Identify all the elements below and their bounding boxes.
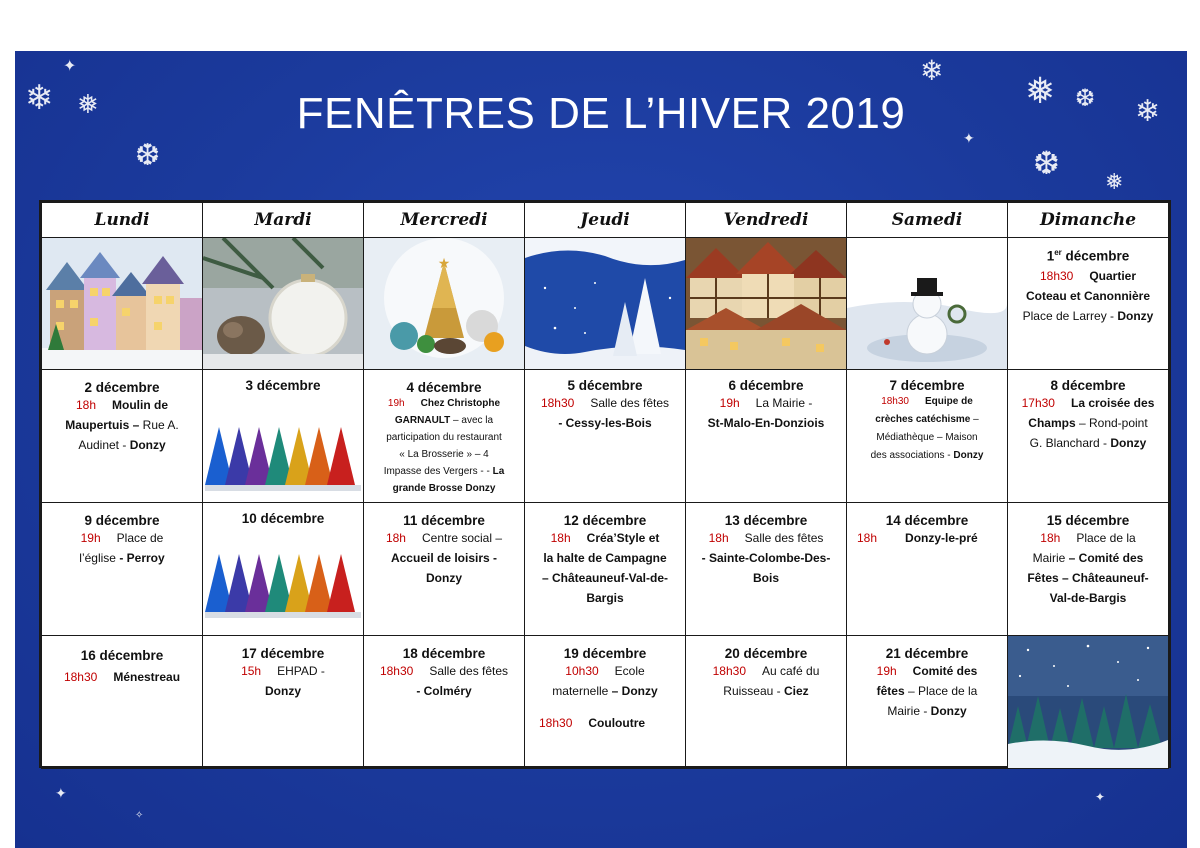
page-title: FENÊTRES DE L’HIVER 2019 — [296, 89, 906, 138]
cell-11-decembre — [364, 503, 525, 636]
cell-7-decembre — [847, 370, 1008, 503]
day-label: 8 décembre — [1050, 378, 1126, 393]
day-label: 17 décembre — [241, 646, 325, 661]
event-time: 18h30 — [712, 664, 746, 678]
event-time: 19h — [876, 664, 897, 678]
day-month: décembre — [1061, 248, 1130, 264]
event-time: 18h30 — [1039, 268, 1074, 283]
event-text: – Châteauneuf-Val-de- — [541, 571, 669, 585]
day-label: 14 décembre — [885, 513, 969, 528]
calendar-grid — [39, 200, 1171, 768]
event-text: La — [492, 466, 505, 477]
event-time: 18h — [550, 531, 571, 545]
event-place: Ménestreau — [113, 670, 181, 684]
cell-2-decembre — [42, 370, 203, 503]
cell-10-decembre — [203, 503, 364, 636]
snowflake-icon: ❆ — [1033, 145, 1060, 181]
event-place: Donzy — [426, 571, 462, 585]
event-time: 15h — [241, 664, 262, 678]
cell-1-decembre — [1008, 238, 1169, 370]
snowflake-icon: ✦ — [963, 130, 975, 146]
image-snowman — [847, 238, 1008, 370]
event-text: Quartier — [1089, 268, 1137, 283]
day-header-dimanche: Dimanche — [1008, 203, 1169, 238]
event-place: Donzy — [930, 704, 967, 718]
event-text: Audinet - — [78, 438, 130, 452]
cell-16-decembre — [42, 636, 203, 769]
event-text: maternelle — [552, 684, 612, 698]
day-label: 16 décembre — [80, 648, 164, 663]
event-time: 18h — [385, 531, 406, 545]
event-place: Donzy — [953, 450, 984, 461]
event-text: Moulin de — [112, 398, 169, 412]
event-text: Mairie — [1032, 551, 1069, 565]
event-time: 18h30 — [881, 396, 909, 407]
event-text: Ecole — [614, 664, 645, 678]
sparkle-icon: ✦ — [1095, 790, 1106, 804]
event-place: - Colméry — [416, 684, 472, 698]
event-text: - Sainte-Colombe-Des- — [701, 551, 831, 565]
event-place: Bois — [752, 571, 779, 585]
cell-9-decembre — [42, 503, 203, 636]
event-text: – — [970, 414, 979, 425]
snowflake-icon: ✦ — [63, 58, 77, 75]
day-number: 1 — [1046, 248, 1055, 264]
day-header-vendredi: Vendredi — [686, 203, 847, 238]
day-header-samedi: Samedi — [847, 203, 1008, 238]
event-text: EHPAD - — [277, 664, 325, 678]
event-text: Maupertuis – — [65, 418, 143, 432]
cell-13-decembre — [686, 503, 847, 636]
event-text: – Place de la — [904, 684, 978, 698]
snowflake-icon: ❄ — [1135, 95, 1161, 128]
event-time: 18h — [708, 531, 729, 545]
event-text: Chez Christophe — [420, 398, 501, 409]
event-place: – Donzy — [611, 684, 658, 698]
snowflake-icon: ❄ — [920, 55, 944, 86]
event-text: crèches catéchisme — [875, 414, 971, 425]
event-text: Ruisseau - — [723, 684, 784, 698]
event-text: Accueil de loisirs - — [390, 551, 498, 565]
day-label: 15 décembre — [1046, 513, 1130, 528]
svg-text:★: ★ — [437, 255, 451, 271]
event-place: - Cessy-les-Bois — [558, 416, 652, 430]
rainbow-trees-image — [205, 550, 361, 620]
event-text: La Mairie - — [755, 396, 813, 410]
event-time: 10h30 — [565, 664, 599, 678]
day-label: 11 décembre — [403, 513, 485, 528]
event-text: Salle des fêtes — [590, 396, 670, 410]
event-text: Place de Larrey - — [1022, 308, 1118, 323]
event-place: Donzy — [129, 438, 166, 452]
event-place: Donzy-le-pré — [905, 531, 978, 545]
cell-8-decembre — [1008, 370, 1169, 503]
event-text: Salle des fêtes — [744, 531, 824, 545]
snowflake-icon: ❅ — [77, 89, 99, 119]
event-place: - Perroy — [119, 551, 165, 565]
sparkle-icon: ✦ — [55, 785, 67, 801]
event-place: Val-de-Bargis — [1049, 591, 1127, 605]
sparkle-icon: ✧ — [135, 810, 144, 821]
cell-6-decembre — [686, 370, 847, 503]
cell-3-decembre — [203, 370, 364, 503]
day-superscript: er — [1054, 248, 1062, 257]
event-time: 17h30 — [1021, 396, 1055, 410]
event-time: 19h — [80, 531, 101, 545]
event-text: participation du restaurant — [386, 432, 502, 443]
event-text: Comité des — [912, 664, 978, 678]
day-label: 5 décembre — [567, 378, 643, 393]
snowflake-icon: ❅ — [1105, 169, 1124, 194]
cell-12-decembre — [525, 503, 686, 636]
image-gold-tree — [364, 238, 525, 370]
day-header-lundi: Lundi — [42, 203, 203, 238]
event-time: 18h — [1040, 531, 1061, 545]
day-label: 13 décembre — [724, 513, 808, 528]
event-text: G. Blanchard - — [1029, 436, 1111, 450]
poster — [15, 51, 1187, 848]
event-place: grande Brosse Donzy — [392, 483, 496, 494]
day-label: 7 décembre — [889, 378, 965, 393]
event-place: St-Malo-En-Donziois — [707, 416, 825, 430]
day-header-mardi: Mardi — [203, 203, 364, 238]
day-header-jeudi: Jeudi — [525, 203, 686, 238]
image-snowy-forest — [1008, 636, 1169, 769]
event-time: 18h30 — [539, 716, 573, 730]
event-text: Médiathèque – Maison — [876, 432, 978, 443]
cell-5-decembre — [525, 370, 686, 503]
event-text: Mairie - — [887, 704, 931, 718]
snowflake-icon: ❄ — [25, 79, 54, 117]
event-text: Coteau et Canonnière — [1025, 288, 1151, 303]
event-place: Bargis — [586, 591, 624, 605]
day-label: 12 décembre — [563, 513, 647, 528]
cell-15-decembre — [1008, 503, 1169, 636]
event-place: Donzy — [265, 684, 301, 698]
day-label: 6 décembre — [728, 378, 804, 393]
event-text: fêtes — [876, 684, 905, 698]
day-label: 9 décembre — [84, 513, 160, 528]
event-place: Donzy — [1117, 308, 1154, 323]
event-text: Fêtes – Châteauneuf- — [1027, 571, 1149, 585]
event-text: Salle des fêtes — [429, 664, 509, 678]
day-label: 21 décembre — [885, 646, 969, 661]
cell-14-decembre — [847, 503, 1008, 636]
event-text: la halte de Campagne — [543, 551, 667, 565]
image-ornament — [203, 238, 364, 370]
event-text: Rue A. — [142, 418, 179, 432]
event-text: – avec la — [450, 415, 494, 426]
cell-17-decembre — [203, 636, 364, 769]
event-place: Ciez — [784, 684, 809, 698]
day-label: 4 décembre — [406, 380, 482, 395]
event-text: Au café du — [762, 664, 820, 678]
day-label: 18 décembre — [402, 646, 486, 661]
event-time: 18h30 — [63, 670, 98, 684]
snowflake-icon: ❆ — [1075, 85, 1096, 112]
event-text: Centre social – — [421, 531, 503, 545]
event-text: l’église — [79, 551, 120, 565]
event-text: Place de — [116, 531, 164, 545]
rainbow-trees-image — [205, 423, 361, 493]
event-text: des associations - — [870, 450, 954, 461]
event-place: Donzy — [1110, 436, 1147, 450]
snowflake-icon: ❅ — [1025, 70, 1056, 111]
event-time: 18h30 — [540, 396, 575, 410]
event-time: 18h — [857, 531, 878, 545]
cell-21-decembre — [847, 636, 1008, 769]
cell-20-decembre — [686, 636, 847, 769]
event-time: 19h — [387, 398, 405, 409]
event-text: – Rond-point — [1075, 416, 1148, 430]
day-label: 2 décembre — [84, 380, 160, 395]
event-text: La croisée des — [1070, 396, 1155, 410]
event-text: GARNAULT — [394, 415, 451, 426]
image-village — [42, 238, 203, 370]
event-text: Champs — [1028, 416, 1076, 430]
day-label: 10 décembre — [241, 511, 325, 526]
event-time: 19h — [719, 396, 740, 410]
event-place: Couloutre — [588, 716, 646, 730]
event-text: Créa’Style et — [586, 531, 660, 545]
cell-18-decembre — [364, 636, 525, 769]
event-text: – Comité des — [1068, 551, 1144, 565]
event-time: 18h30 — [379, 664, 414, 678]
event-text: Equipe de — [925, 396, 973, 407]
day-label: 3 décembre — [245, 378, 321, 393]
day-label: 19 décembre — [563, 646, 647, 661]
snowflake-icon: ❆ — [135, 139, 161, 172]
cell-4-decembre — [364, 370, 525, 503]
day-header-mercredi: Mercredi — [364, 203, 525, 238]
image-night-trees — [525, 238, 686, 370]
event-text: Impasse des Vergers - - — [383, 466, 493, 477]
cell-19-decembre — [525, 636, 686, 769]
event-text: Place de la — [1076, 531, 1136, 545]
event-text: « La Brosserie » – 4 — [399, 449, 489, 460]
image-old-town — [686, 238, 847, 370]
day-label: 20 décembre — [724, 646, 808, 661]
event-time: 18h — [75, 398, 97, 412]
